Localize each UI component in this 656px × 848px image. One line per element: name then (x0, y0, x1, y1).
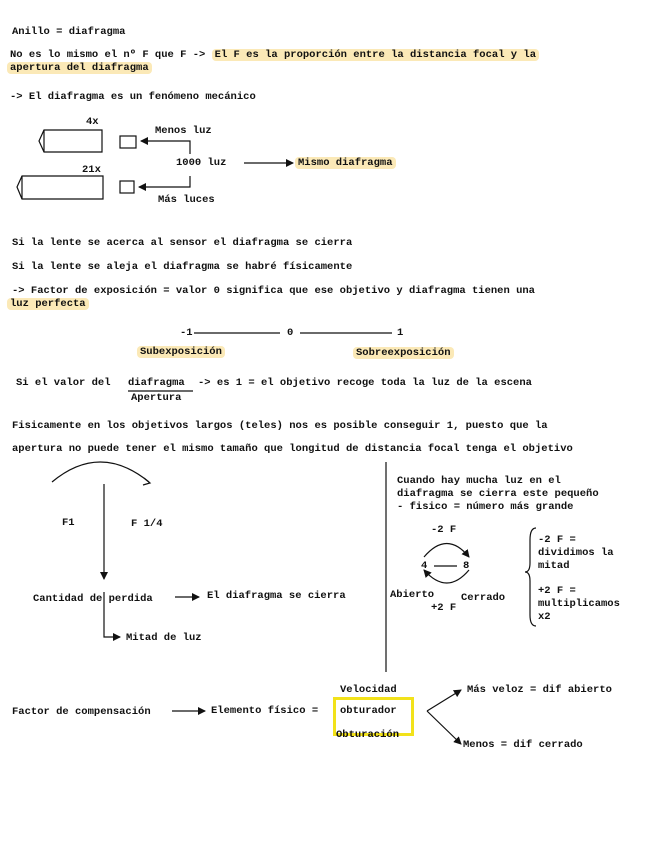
less-light-label: Menos luz (155, 125, 212, 137)
perfect-light-highlight: luz perfecta (7, 298, 89, 310)
rule-factor-line-1: -> Factor de exposición = valor 0 significa que ese objetivo y diafragma tienen una (12, 285, 535, 297)
same-diaphragm-label (295, 157, 396, 170)
compensation-factor-label: Factor de compensación (12, 706, 151, 718)
less-label: Menos = dif cerrado (463, 739, 583, 751)
multiply-line-2: multiplicamos (538, 598, 620, 610)
minus-two-f: -2 F (431, 524, 457, 536)
multiply-line-1: +2 F = (538, 585, 576, 597)
lens-4x-shape (39, 130, 102, 152)
divide-line-1: -2 F = (538, 534, 576, 546)
page-title: Anillo = diafragma (12, 26, 126, 38)
lens-21x-shape (17, 176, 103, 199)
note-line-3: - fisico = número más grande (397, 501, 574, 513)
f-eight: 8 (463, 560, 470, 572)
more-light-label: Más luces (158, 194, 215, 206)
under-exposure-highlight: Subexposición (137, 346, 225, 358)
intro-line-1 (10, 49, 539, 62)
scale-minus-one: -1 (180, 327, 193, 339)
rule-closer: Si la lente se acerca al sensor el diafragma se cierra (12, 237, 353, 249)
f14-label: F 1/4 (131, 518, 163, 530)
physical-line-1: Fisicamente en los objetivos largos (teles) nos es posible conseguir 1, puesto que la (12, 420, 548, 432)
closed-label: Cerrado (461, 592, 506, 604)
aperture-arc (52, 462, 149, 482)
note-line-1: Cuando hay mucha luz en el (397, 475, 561, 487)
over-exposure-label (353, 347, 454, 360)
lens-21x-label: 21x (82, 164, 101, 176)
intro-highlight-2: apertura del diafragma (7, 62, 152, 74)
fraction-prefix: Si el valor del (16, 377, 111, 389)
f1-label: F1 (62, 517, 75, 529)
rule-farther: Si la lente se aleja el diafragma se habré físicamente (12, 261, 353, 273)
same-diaphragm-highlight: Mismo diafragma (295, 157, 396, 169)
intro-line-2 (7, 62, 152, 75)
under-exposure-label (137, 346, 225, 359)
intro-highlight-1: El F es la proporción entre la distancia focal y la (212, 49, 539, 61)
fraction-numerator: diafragma (128, 377, 185, 389)
loss-label: Cantidad de perdida (33, 593, 153, 605)
lens-4x-label: 4x (86, 116, 99, 128)
scale-zero: 0 (287, 327, 294, 339)
fraction-denominator: Apertura (131, 392, 182, 404)
sensor-square-1 (120, 136, 136, 148)
intro-prefix: No es lo mismo el nº F que F -> (10, 49, 206, 61)
diaphragm-closes-label: El diafragma se cierra (207, 590, 346, 602)
multiply-line-3: x2 (538, 611, 551, 623)
shutter-label: obturador (340, 705, 397, 717)
velocity-label: Velocidad (340, 684, 397, 696)
open-label: Abierto (390, 589, 435, 601)
faster-label: Más veloz = dif abierto (467, 684, 612, 696)
half-light-label: Mitad de luz (126, 632, 202, 644)
obturation-label: Obturación (336, 729, 400, 741)
curly-brace (525, 528, 536, 626)
note-line-2: diafragma se cierra este pequeño (397, 488, 599, 500)
physical-line-2: apertura no puede tener el mismo tamaño que longitud de distancia focal tenga el objetivo (12, 443, 573, 455)
over-exposure-highlight: Sobreexposición (353, 347, 454, 359)
scale-plus-one: 1 (397, 327, 404, 339)
divide-line-2: dividimos la (538, 547, 614, 559)
divide-line-3: mitad (538, 560, 570, 572)
light-amount-label: 1000 luz (176, 157, 227, 169)
physical-element-label: Elemento físico = (211, 705, 319, 717)
sensor-square-2 (120, 181, 134, 193)
rule-factor-line-2 (7, 298, 89, 311)
plus-two-f: +2 F (431, 602, 457, 614)
fraction-suffix: -> es 1 = el objetivo recoge toda la luz de la escena (198, 377, 532, 389)
f-four: 4 (421, 560, 428, 572)
mechanical-note: -> El diafragma es un fenómeno mecánico (10, 91, 256, 103)
